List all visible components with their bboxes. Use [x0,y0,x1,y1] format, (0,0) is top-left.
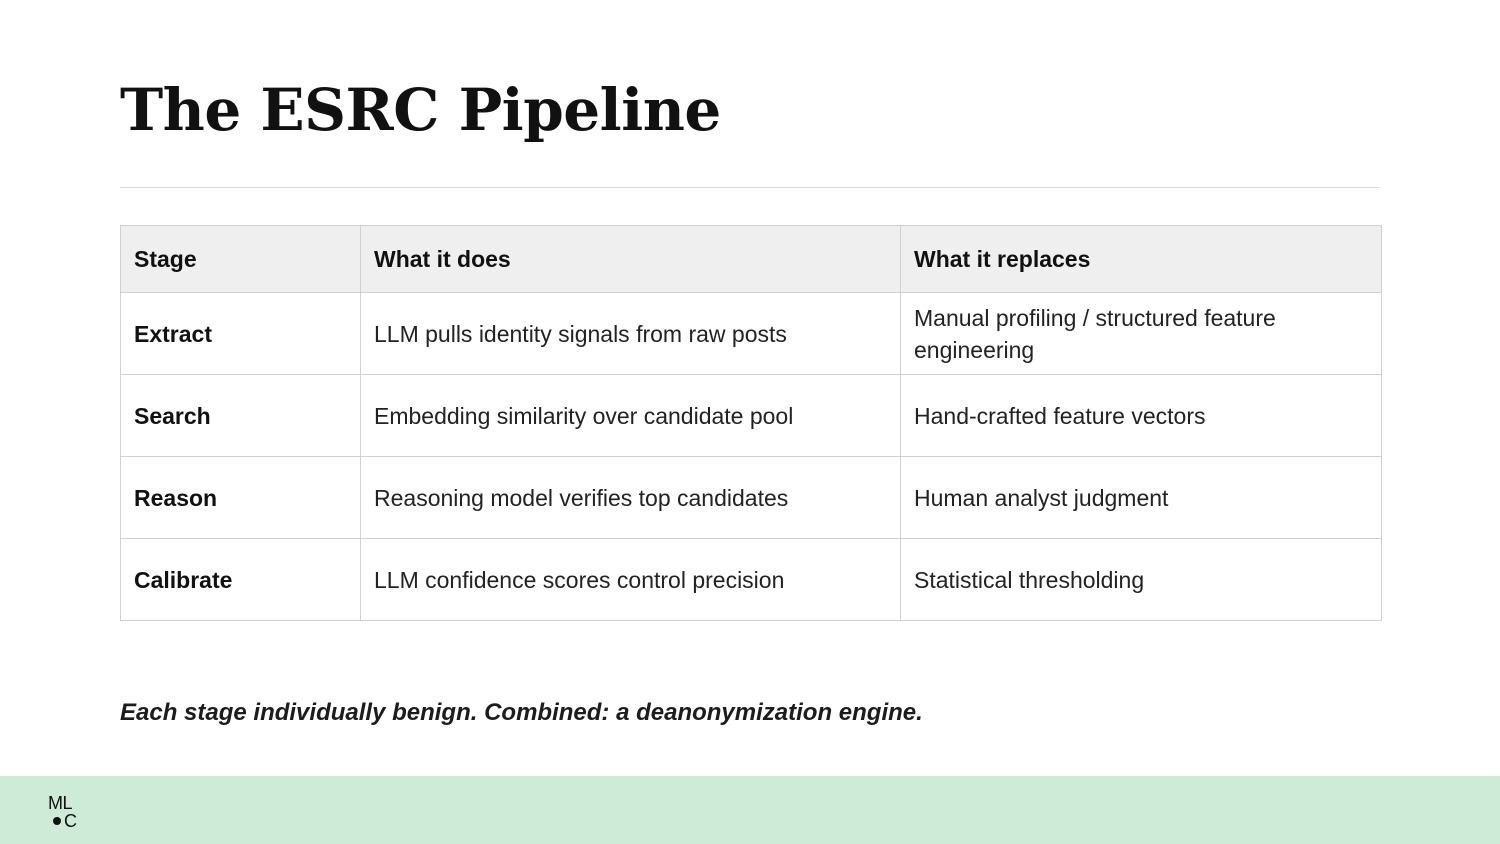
logo-row-bottom [53,811,77,831]
pipeline-table [120,225,1382,621]
title-divider [120,187,1380,188]
slide-title: The ESRC Pipeline [120,76,721,144]
header-what-it-replaces: What it replaces [901,226,1382,293]
mlc-logo [48,794,88,834]
logo-text-top: ML [48,793,73,813]
replaces-cell: Human analyst judgment [901,457,1382,539]
header-what-it-does: What it does [361,226,901,293]
table-row [121,293,1382,375]
table-header-row [121,226,1382,293]
stage-cell: Calibrate [121,539,361,621]
does-cell: Embedding similarity over candidate pool [361,375,901,457]
logo-text-bottom: C [64,811,77,831]
replaces-cell: Manual profiling / structured feature engineering [901,293,1382,375]
replaces-cell: Hand-crafted feature vectors [901,375,1382,457]
replaces-cell: Statistical thresholding [901,539,1382,621]
logo-dot-icon [53,817,61,825]
table-row [121,539,1382,621]
table-row [121,457,1382,539]
footer-bar [0,776,1500,844]
does-cell: LLM confidence scores control precision [361,539,901,621]
does-cell: Reasoning model verifies top candidates [361,457,901,539]
slide-tagline: Each stage individually benign. Combined: a deanonymization engine. [120,699,923,726]
does-cell: LLM pulls identity signals from raw posts [361,293,901,375]
stage-cell: Reason [121,457,361,539]
header-stage: Stage [121,226,361,293]
stage-cell: Extract [121,293,361,375]
stage-cell: Search [121,375,361,457]
table-row [121,375,1382,457]
